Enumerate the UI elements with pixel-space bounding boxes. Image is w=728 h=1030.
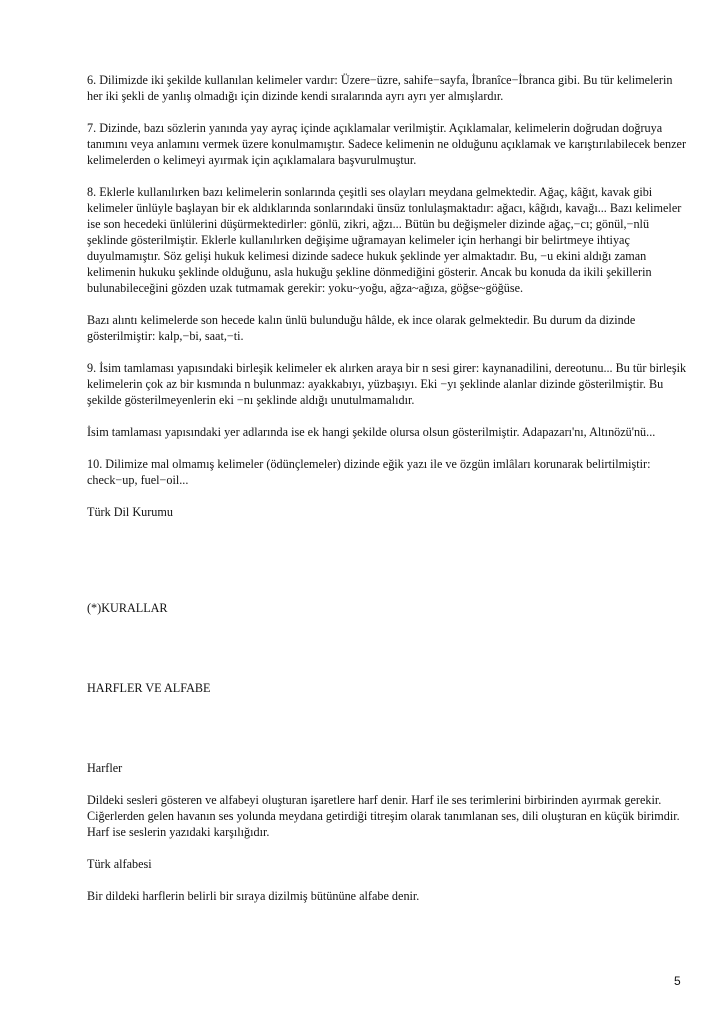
paragraph-rule-9: 9. İsim tamlaması yapısındaki birleşik kelimeler ek alırken araya bir n sesi girer: kaynanadilini, dereotunu... Bu tür birleşik kelimelerin çok az bir kısmında n bulunmaz: ayakkabıyı, yüzbaşıyı. Eki −yı şeklinde alanlar dizinde gösterilmiştir. Bu şekilde gösterilmeyenlerin eki −nı şeklinde aldığı unutulmamalıdır. [87, 361, 687, 407]
subsection-title-alfabe: Türk alfabesi [87, 857, 152, 871]
subsection-title-harfler: Harfler [87, 761, 123, 775]
paragraph-loanword-suffix: Bazı alıntı kelimelerde son hecede kalın ünlü bulunduğu hâlde, ek ince olarak gelmektedir. Bu durum da dizinde gösterilmiştir: kalp,−bi, saat,−ti. [87, 313, 636, 343]
page-content [87, 72, 687, 920]
blank-space [87, 696, 687, 760]
paragraph-harfler: Dildeki sesleri gösteren ve alfabeyi oluşturan işaretlere harf denir. Harf ile ses terimlerini birbirinden ayırmak gerekir. Ciğerlerden gelen havanın ses yolunda meydana getirdiği titreşim olarak tanımlanan ses, dili oluşturan en küçük birimdir. Harf ise seslerin yazıdaki karşılığıdır. [87, 793, 680, 839]
author-signature: Türk Dil Kurumu [87, 505, 173, 519]
paragraph-alfabe: Bir dildeki harflerin belirli bir sıraya dizilmiş bütününe alfabe denir. [87, 889, 420, 903]
paragraph-rule-8: 8. Eklerle kullanılırken bazı kelimelerin sonlarında çeşitli ses olayları meydana gelmektedir. Ağaç, kâğıt, kavak gibi kelimeler ünlüyle başlayan bir ek aldıklarında sonlarındaki ünsüz tonlulaşmaktadır: ağacı, kâğıdı, kavağı... Bazı kelimeler ise son hecedeki ünlülerini düşürmektedirler: gönlü, zikri, ağzı... Bütün bu değişmeler dizinde ağaç,−cı; gönül,−nlü şeklinde gösterilmiştir. Eklerle kullanılırken değişime uğramayan kelimeler için herhangi bir belirtmeye ihtiyaç duyulmamıştır. Söz gelişi hukuk kelimesi dizinde sadece hukuk şeklinde yer almaktadır. Bu, −u ekini aldığı zaman kelimenin hukuku şeklinde olduğunu, asla hukuğu şekline dönmediğini gösterir. Ancak bu konuda da ikili şekillerin bulunabileceğini gözden uzak tutmamak gerekir: yoku~yoğu, ağza~ağıza, göğse~göğüse. [87, 185, 682, 295]
page-number: 5 [674, 974, 681, 988]
chapter-title: HARFLER VE ALFABE [87, 681, 211, 695]
paragraph-rule-7: 7. Dizinde, bazı sözlerin yanında yay ayraç içinde açıklamalar verilmiştir. Açıklamalar, kelimelerin doğrudan doğruya tanımını veya anlamını vermek üzere konulmamıştır. Sadece kelimenin ne olduğunu açıklamak ve karıştırılabilecek benzer kelimelerden o kelimeyi ayırmak için açıklamalara başvurulmuştur. [87, 121, 687, 167]
section-title: (*)KURALLAR [87, 601, 168, 615]
blank-space [87, 616, 687, 680]
paragraph-rule-6: 6. Dilimizde iki şekilde kullanılan kelimeler vardır: Üzere−üzre, sahife−sayfa, İbranîce−İbranca gibi. Bu tür kelimelerin her iki şekli de yanlış olmadığı için dizinde kendi sıralarında ayrı ayrı yer almışlardır. [87, 73, 673, 103]
paragraph-place-names: İsim tamlaması yapısındaki yer adlarında ise ek hangi şekilde olursa olsun gösterilmiştir. Adapazarı'nı, Altınözü'nü... [87, 425, 656, 439]
blank-space [87, 536, 687, 600]
paragraph-rule-10: 10. Dilimize mal olmamış kelimeler (ödünçlemeler) dizinde eğik yazı ile ve özgün imlâları korunarak belirtilmiştir: check−up, fuel−oil... [87, 457, 651, 487]
